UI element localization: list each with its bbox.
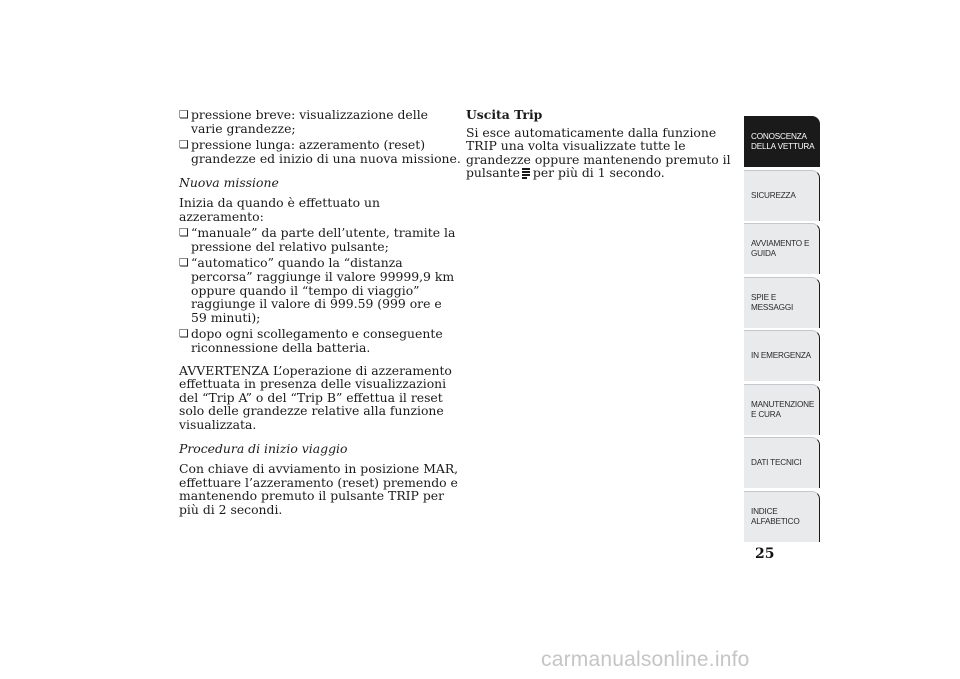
tab-label: DATI TECNICI xyxy=(751,458,802,467)
tab-label: SICUREZZA xyxy=(751,190,796,200)
tab-spie-e-messaggi[interactable] xyxy=(744,277,820,328)
chapter-tabs xyxy=(744,116,820,544)
section-heading-procedura: Procedura di inizio viaggio xyxy=(179,441,348,457)
tab-avviamento-e-guida[interactable] xyxy=(744,223,820,274)
tab-manutenzione-e-cura[interactable] xyxy=(744,384,820,435)
tab-label: AVVIAMENTO E GUIDA xyxy=(751,239,810,258)
paragraph: Con chiave di avviamento in posizione MAR, effettuare l’azzeramento (reset) premendo e mantenendo premuto il pulsante TRIP per più di 2 secondi. xyxy=(179,461,459,517)
paragraph xyxy=(466,126,734,180)
right-column xyxy=(466,108,734,180)
section-heading-uscita-trip: Uscita Trip xyxy=(466,107,543,122)
tab-sicurezza[interactable] xyxy=(744,170,820,221)
section-heading-nuova-missione: Nuova missione xyxy=(179,175,279,191)
tab-label: IN EMERGENZA xyxy=(751,351,811,360)
bullet-item: ❏ pressione breve: visualizzazione delle varie grandezze; xyxy=(179,108,461,135)
tab-label: INDICE ALFABETICO xyxy=(751,506,800,526)
bullet-item: ❏ “manuale” da parte dell’utente, tramite la pressione del relativo pulsante; xyxy=(179,226,461,253)
paragraph-text: Si esce automaticamente dalla funzione TRIP una volta visualizzate tutte le grandezze oppure mantenendo premuto il pulsante xyxy=(466,124,731,181)
paragraph-text: per più di 1 secondo. xyxy=(532,165,665,181)
tab-conoscenza-della-vettura[interactable] xyxy=(744,116,820,167)
page-number: 25 xyxy=(755,546,775,562)
tab-indice-alfabetico[interactable] xyxy=(744,491,820,542)
tab-in-emergenza[interactable] xyxy=(744,330,820,381)
paragraph: Inizia da quando è effettuato un azzeramento: xyxy=(179,194,380,224)
bullet-item: ❏ dopo ogni scollegamento e conseguente riconnessione della batteria. xyxy=(179,327,461,354)
tab-dati-tecnici[interactable] xyxy=(744,437,820,488)
watermark: carmanualsonline.info xyxy=(541,648,750,671)
warning-paragraph: AVVERTENZA L’operazione di azzeramento effettuata in presenza delle visualizzazioni del “Trip A” o del “Trip B” effettua il reset solo delle grandezze relative alla funzione visualizzata. xyxy=(179,362,452,432)
tab-label: CONOSCENZA DELLA VETTURA xyxy=(751,132,815,151)
tab-label: MANUTENZIONE E CURA xyxy=(751,399,815,419)
bullet-item: ❏ pressione lunga: azzeramento (reset) grandezze ed inizio di una nuova missione. xyxy=(179,138,461,165)
trip-button-icon xyxy=(522,168,530,178)
tab-label: SPIE E MESSAGGI xyxy=(751,292,794,312)
bullet-item: ❏ “automatico” quando la “distanza percorsa” raggiunge il valore 99999,9 km oppure quando il “tempo di viaggio” raggiunge il valore di 999.59 (999 ore e 59 minuti); xyxy=(179,256,461,324)
left-column xyxy=(179,108,461,516)
